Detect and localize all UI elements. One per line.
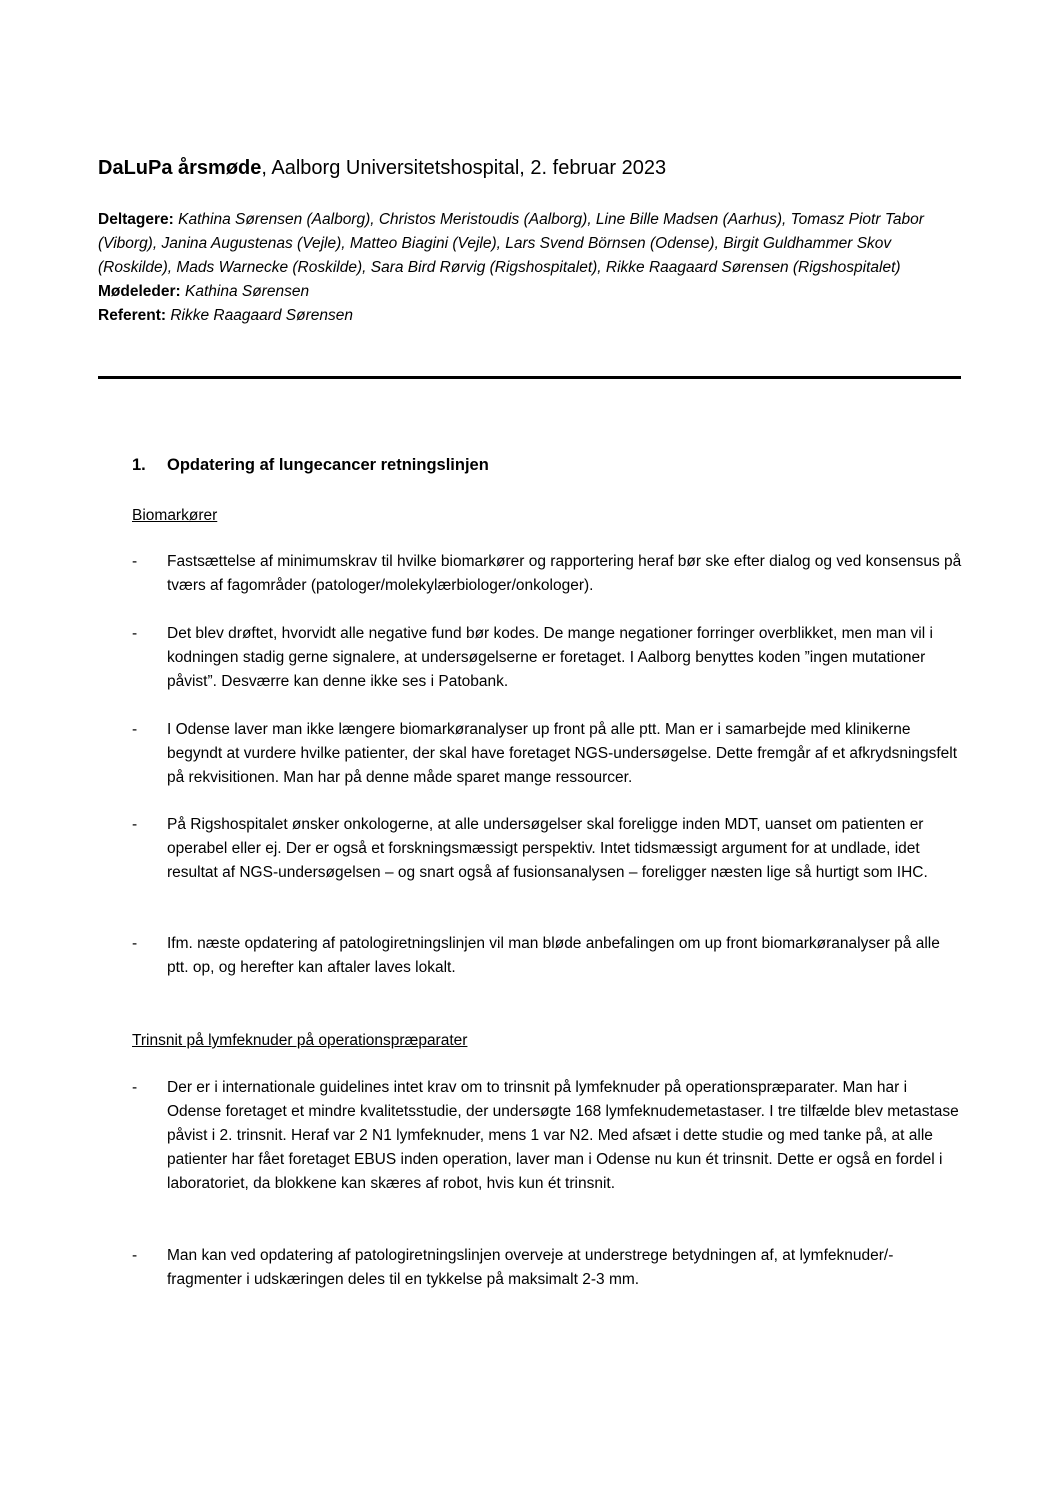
list-item-text: I Odense laver man ikke længere biomarkøranalyser up front på alle ptt. Man er i samarbejde med klinikerne begyndt at vurdere hvilke patienter, der skal have foretaget NGS-undersøgelse. Dette fremgår af et afkrydsningsfelt på rekvisitionen. Man har på denne måde sparet mange ressourcer. (167, 721, 958, 786)
bullet-dash: - (132, 625, 138, 642)
list-item-text: Der er i internationale guidelines intet krav om to trinsnit på lymfeknuder på operationspræparater. Man har i Odense foretaget et mindre kvalitetsstudie, der undersøgte 168 lymfeknudemetastaser. I tre tilfælde blev metastase påvist i 2. trinsnit. Heraf var 2 N1 lymfeknuder, mens 1 var N2. Med afsæt i dette studie og med tanke på, at alle patienter har fået foretaget EBUS inden operation, laver man i Odense nu kun ét trinsnit. Dette er også en fordel i laboratoriet, da blokkene kan skæres af robot, hvis kun ét trinsnit. (167, 1079, 959, 1192)
bullet-dash: - (132, 816, 138, 833)
participants-label: Deltagere: (98, 211, 174, 228)
bullet-dash: - (132, 721, 138, 738)
subheading-biomarkers: Biomarkører (132, 507, 218, 524)
bullet-dash: - (132, 553, 138, 570)
bullet-dash: - (132, 935, 138, 952)
section-number: 1. (132, 456, 146, 474)
list-item-text: Ifm. næste opdatering af patologiretningslinjen vil man bløde anbefalingen om up front biomarkøranalyser på alle ptt. op, og herefter kan aftaler laves lokalt. (167, 935, 940, 976)
meeting-info (98, 208, 968, 328)
section-heading (132, 452, 932, 478)
section-title: Opdatering af lungecancer retningslinjen (167, 456, 489, 474)
referent-name: Rikke Raagaard Sørensen (170, 307, 354, 324)
title-rest: , Aalborg Universitetshospital, 2. februar 2023 (261, 157, 667, 179)
chair-line (98, 280, 968, 304)
bullet-dash: - (132, 1247, 138, 1264)
referent-label: Referent: (98, 307, 167, 324)
document-title (98, 154, 978, 182)
participants-line (98, 208, 968, 280)
bullet-dash: - (132, 1079, 138, 1096)
chair-name: Kathina Sørensen (185, 283, 310, 300)
list-item-text: Det blev drøftet, hvorvidt alle negative fund bør kodes. De mange negationer forringer overblikket, men man vil i kodningen stadig gerne signalere, at undersøgelserne er foretaget. I Aalborg benyttes koden ”ingen mutationer påvist”. Desværre kan denne ikke ses i Patobank. (167, 625, 933, 690)
list-item-text: På Rigshospitalet ønsker onkologerne, at alle undersøgelser skal foreligge inden MDT, uanset om patienten er operabel eller ej. Der er også et forskningsmæssigt perspektiv. Intet tidsmæssigt argument for at undlade, idet resultat af NGS-undersøgelsen – og snart også af fusionsanalysen – foreligger næsten lige så hurtigt som IHC. (167, 816, 928, 881)
list-item-text: Man kan ved opdatering af patologiretningslinjen overveje at understrege betydningen af, at lymfeknuder/-fragmenter i udskæringen deles til en tykkelse på maksimalt 2-3 mm. (167, 1247, 894, 1288)
list-item-text: Fastsættelse af minimumskrav til hvilke biomarkører og rapportering heraf bør ske efter dialog og ved konsensus på tværs af fagområder (patologer/molekylærbiologer/onkologer). (167, 553, 962, 594)
subheading-lymph-nodes: Trinsnit på lymfeknuder på operationspræparater (132, 1032, 468, 1049)
referent-line (98, 304, 968, 328)
participants-list: Kathina Sørensen (Aalborg), Christos Meristoudis (Aalborg), Line Bille Madsen (Aarhus), Tomasz Piotr Tabor (Viborg), Janina Augustenas (Vejle), Matteo Biagini (Vejle), Lars Svend Börnsen (Odense), Birgit Guldhammer Skov (Roskilde), Mads Warnecke (Roskilde), Sara Bird Rørvig (Rigshospitalet), Rikke Raagaard Sørensen (Rigshospitalet) (98, 211, 924, 276)
chair-label: Mødeleder: (98, 283, 181, 300)
horizontal-divider (98, 376, 961, 379)
title-bold: DaLuPa årsmøde (98, 157, 262, 179)
